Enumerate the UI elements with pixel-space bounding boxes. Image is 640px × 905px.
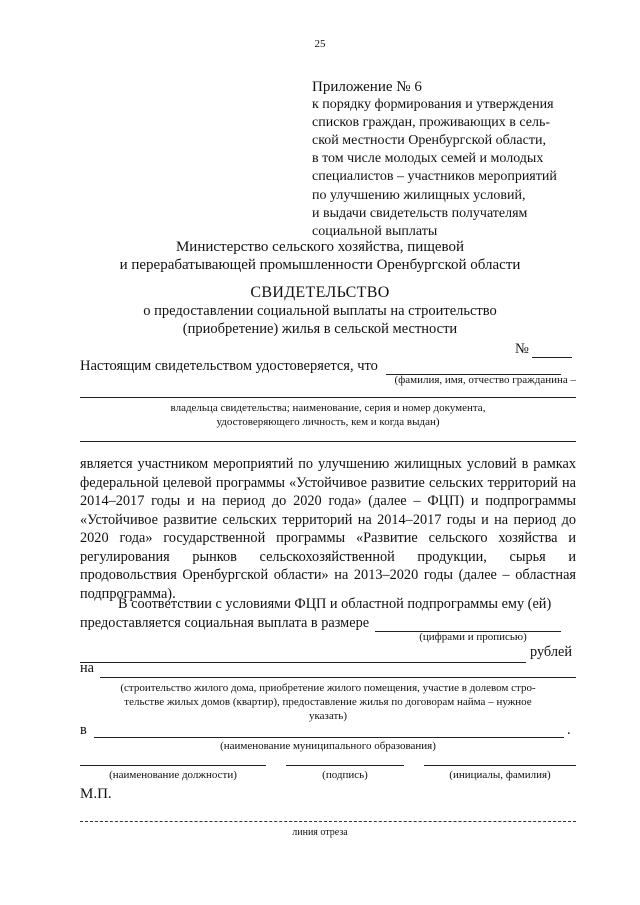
number-blank[interactable] — [532, 343, 572, 358]
appendix-line: ской местности Оренбургской области, — [312, 133, 546, 149]
position-caption: (наименование должности) — [109, 769, 237, 781]
holder-details-line-2[interactable] — [80, 441, 576, 442]
holder-name-blank[interactable] — [386, 360, 561, 375]
appendix-line: списков граждан, проживающих в сель- — [312, 115, 550, 131]
holder-details-line[interactable] — [80, 397, 576, 398]
location-line[interactable] — [94, 737, 564, 738]
appendix-line: специалистов – участников мероприятий — [312, 169, 557, 185]
appendix-line: по улучшению жилищных условий, — [312, 187, 526, 203]
certificate-number — [515, 341, 572, 358]
attest-caption-2: владельца свидетельства; наименование, серия и номер документа, — [170, 402, 486, 414]
location-end-mark: . — [567, 722, 571, 738]
appendix-line: к порядку формирования и утверждения — [312, 97, 554, 113]
attest-line — [80, 358, 561, 375]
appendix-line: в том числе молодых семей и молодых — [312, 151, 544, 167]
payment-line-1: В соответствии с условиями ФЦП и областной подпрограммы ему (ей) — [118, 596, 552, 612]
purpose-caption-line-2: тельстве жилых домов (квартир), предоставление жилья по договорам найма – нужное — [124, 696, 532, 708]
attest-caption-1: (фамилия, имя, отчество гражданина – — [394, 374, 576, 386]
name-caption: (инициалы, фамилия) — [449, 769, 551, 781]
cut-line — [80, 821, 576, 822]
location-label: в — [80, 722, 87, 738]
subtitle-line-2: (приобретение) жилья в сельской местности — [182, 321, 458, 337]
position-line[interactable] — [80, 765, 266, 766]
currency-label: рублей — [530, 644, 572, 660]
amount-words-line[interactable] — [80, 662, 526, 663]
appendix-heading: Приложение № 6 — [312, 79, 422, 95]
ministry-line-2: и перерабатывающей промышленности Оренбургской области — [119, 257, 521, 273]
purpose-caption — [80, 681, 576, 723]
payment-paragraph — [80, 595, 576, 632]
appendix-block — [312, 78, 612, 241]
amount-blank[interactable] — [375, 617, 561, 632]
amount-caption: (цифрами и прописью) — [419, 631, 527, 643]
participation-paragraph: является участником мероприятий по улучшению жилищных условий в рамках федеральной целевой программы «Устойчивое развитие сельских территорий на 2014–2017 годы и на период до 2020 года» (далее – ФЦП) и подпрограммы «Устойчивое развитие сельских территорий на 2014–2017 годы и на период до 2020 года» государственной программы «Развитие сельского хозяйства и регулирования рынков сельскохозяйственной продукции, сырья и продовольствия Оренбургской области» на 2013–2020 годы (далее – областная подпрограмма). — [80, 456, 576, 602]
appendix-line: социальной выплаты — [312, 223, 438, 239]
purpose-caption-line-1: (строительство жилого дома, приобретение жилого помещения, участие в долевом стро- — [120, 682, 536, 694]
certificate-title: СВИДЕТЕЛЬСТВО — [250, 284, 390, 301]
appendix-line: и выдачи свидетельств получателям — [312, 205, 528, 221]
subtitle-line-1: о предоставлении социальной выплаты на строительство — [143, 303, 497, 319]
signature-line[interactable] — [286, 765, 404, 766]
purpose-label: на — [80, 660, 94, 676]
stamp-label: М.П. — [80, 786, 112, 802]
name-line[interactable] — [424, 765, 576, 766]
body-text — [80, 455, 576, 603]
location-caption: (наименование муниципального образования) — [220, 740, 436, 752]
page-number: 25 — [314, 38, 326, 50]
cut-line-label: линия отреза — [292, 827, 348, 838]
purpose-line[interactable] — [100, 677, 576, 678]
attest-caption-3: удостоверяющего личность, кем и когда выдан) — [216, 416, 440, 428]
number-label: № — [515, 341, 529, 357]
signature-caption: (подпись) — [322, 769, 368, 781]
payment-line-2: предоставляется социальная выплата в размере — [80, 614, 370, 631]
certificate-subtitle — [0, 302, 640, 338]
attest-text: Настоящим свидетельством удостоверяется, что — [80, 358, 378, 374]
ministry-line-1: Министерство сельского хозяйства, пищевой — [175, 239, 465, 255]
purpose-caption-line-3: указать) — [309, 710, 347, 722]
ministry-name — [0, 238, 640, 274]
payment-line-2-row — [80, 614, 576, 633]
